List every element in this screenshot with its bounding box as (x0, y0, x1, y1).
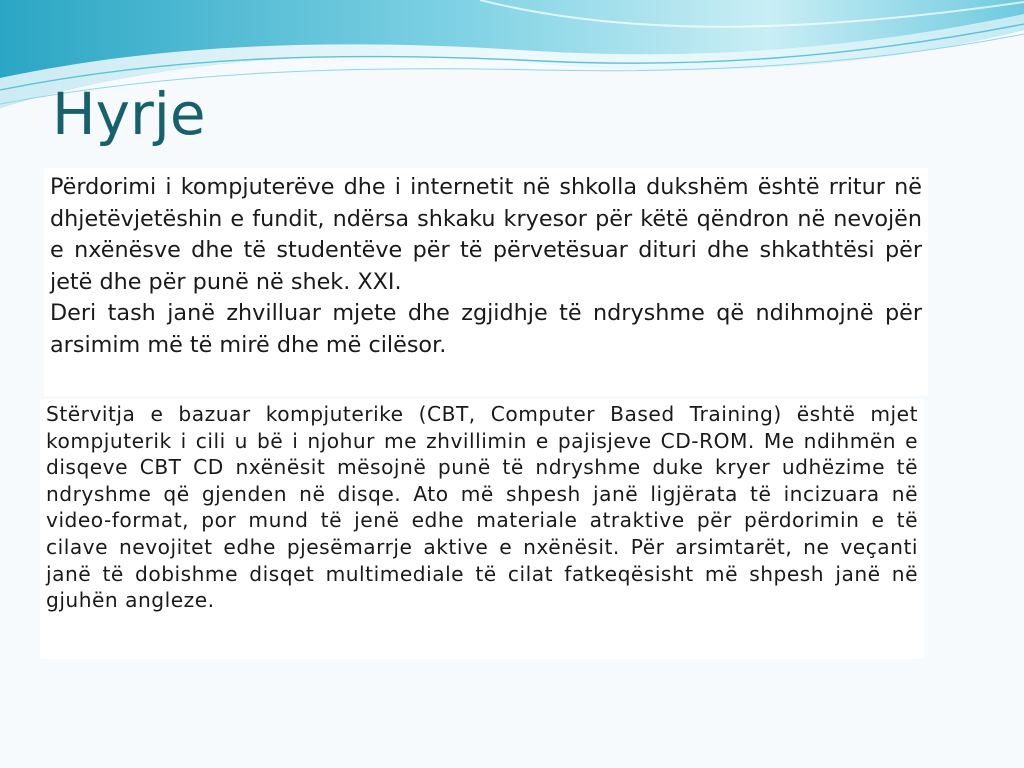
paragraph-cbt: Stërvitja e bazuar kompjuterike (CBT, Computer Based Training) është mjet kompjuterik i cili u bë i njohur me zhvillimin e pajisjeve CD-ROM. Me ndihmën e disqeve CBT CD nxënësit mësojnë punë të ndryshme duke kryer udhëzime të ndryshme që gjenden në disqe. Ato më shpesh janë ligjërata të incizuara në video-format, por mund të jenë edhe materiale atraktive për përdorimin e të cilave nevojitet edhe pjesëmarrje aktive e nxënësit. Për arsimtarët, ne veçanti janë të dobishme disqet multimediale të cilat fatkeqësisht më shpesh janë në gjuhën angleze. (46, 402, 918, 613)
paragraph-tools: Deri tash janë zhvilluar mjete dhe zgjidhje të ndryshme që ndihmojnë për arsimim më të mirë dhe më cilësor. (50, 300, 922, 358)
paragraph-computer-use: Përdorimi i kompjuterëve dhe i internetit në shkolla dukshëm është rritur në dhjetëvjetëshin e fundit, ndërsa shkaku kryesor për këtë qëndron në nevojën e nxënësve dhe të studentëve për të përvetësuar dituri dhe shkathtësi për jetë dhe për punë në shek. XXI. (50, 174, 922, 295)
slide-title: Hyrje (52, 80, 206, 148)
text-block-intro (44, 168, 928, 396)
text-block-cbt (40, 399, 924, 659)
